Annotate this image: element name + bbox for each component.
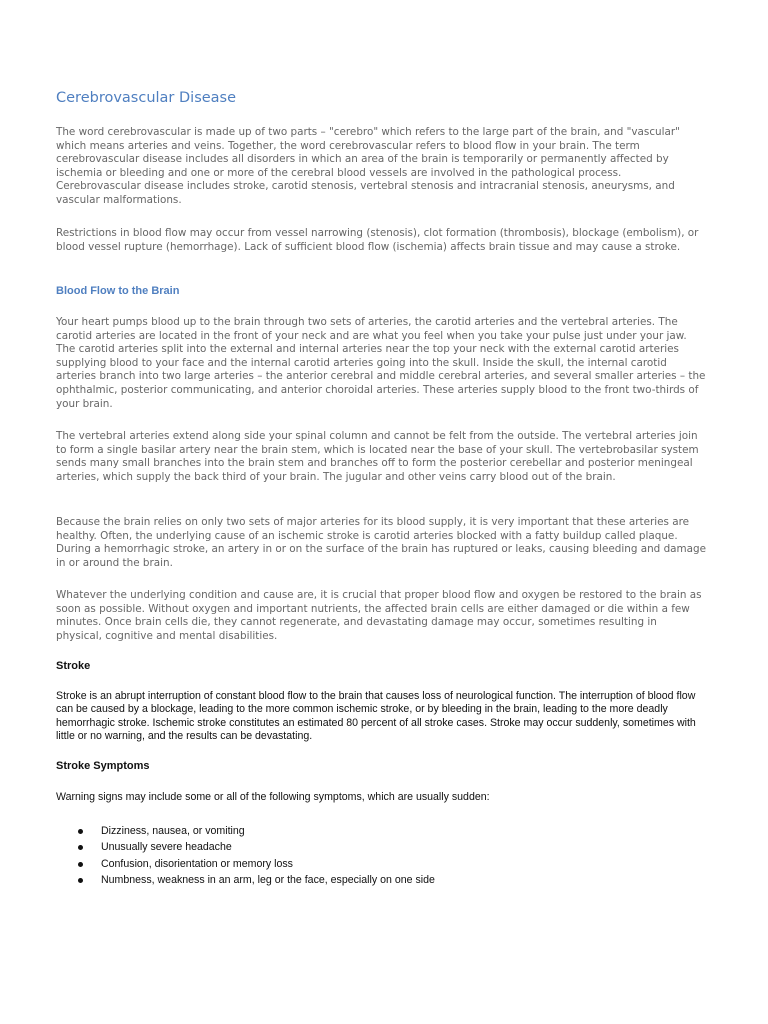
blood-flow-paragraph: Whatever the underlying condition and cause are, it is crucial that proper blood flow and oxygen be restored to the brain as soon as possible. Without oxygen and important nutrients, the affected brain cells are either damaged or die within a few minutes. Once brain cells die, they cannot regenerate, and devastating damage may occur, sometimes resulting in physical, cognitive and mental disabilities. [56, 589, 702, 642]
list-item [56, 872, 435, 888]
intro-paragraph: Restrictions in blood flow may occur from vessel narrowing (stenosis), clot formation (thrombosis), blockage (embolism), or blood vessel rupture (hemorrhage). Lack of sufficient blood flow (ischemia) affects brain tissue and may cause a stroke. [56, 227, 699, 253]
intro-paragraph: The word cerebrovascular is made up of two parts – "cerebro" which refers to the large part of the brain, and "vascular" which means arteries and veins. Together, the word cerebrovascular refers to blood flow in your brain. The term cerebrovascular disease includes all disorders in which an area of the brain is temporarily or permanently affected by ischemia or bleeding and one or more of the cerebral blood vessels are involved in the pathological process. Cerebrovascular disease includes stroke, carotid stenosis, vertebral stenosis and intracranial stenosis, aneurysms, and vascular malformations. [56, 126, 680, 206]
page-title: Cerebrovascular Disease [56, 90, 237, 106]
list-item [56, 839, 435, 855]
blood-flow-paragraph: Because the brain relies on only two sets of major arteries for its blood supply, it is very important that these arteries are healthy. Often, the underlying cause of an ischemic stroke is carotid arteries blocked with a fatty buildup called plaque. During a hemorrhagic stroke, an artery in or on the surface of the brain has ruptured or leaks, causing bleeding and damage in or around the brain. [56, 516, 707, 569]
list-item-text: Unusually severe headache [101, 841, 232, 854]
list-item-text: Confusion, disorientation or memory loss [101, 857, 293, 870]
blood-flow-paragraph: Your heart pumps blood up to the brain through two sets of arteries, the carotid arteries and the vertebral arteries. The carotid arteries are located in the front of your neck and are what you feel when you take your pulse just under your jaw. The carotid arteries split into the external and internal arteries near the top your neck with the external carotid arteries supplying blood to your face and the internal carotid arteries going into the skull. Inside the skull, the internal carotid arteries branch into two large arteries – the anterior cerebral and middle cerebral arteries, and several smaller arteries – the ophthalmic, posterior communicating, and anterior choroidal arteries. These arteries supply blood to the front two-thirds of your brain. [56, 316, 706, 410]
bullet-icon [78, 845, 83, 850]
list-item-text: Dizziness, nausea, or vomiting [101, 825, 245, 837]
section-heading-blood-flow: Blood Flow to the Brain [56, 285, 180, 297]
symptoms-intro: Warning signs may include some or all of the following symptoms, which are usually sudden: [56, 791, 490, 803]
stroke-paragraph: Stroke is an abrupt interruption of constant blood flow to the brain that causes loss of neurological function. The interruption of blood flow can be caused by a blockage, leading to the more common ischemic stroke, or by bleeding in the brain, leading to the more deadly hemorrhagic stroke. Ischemic stroke constitutes an estimated 80 percent of all stroke cases. Stroke may occur suddenly, sometimes with little or no warning, and the results can be devastating. [56, 690, 696, 743]
symptoms-list [56, 823, 435, 888]
section-heading-stroke: Stroke [56, 660, 91, 672]
bullet-icon [78, 862, 83, 867]
bullet-icon [78, 829, 83, 834]
bullet-icon [78, 878, 83, 883]
list-item-text: Numbness, weakness in an arm, leg or the face, especially on one side [101, 873, 435, 886]
section-heading-stroke-symptoms: Stroke Symptoms [56, 760, 150, 772]
list-item [56, 823, 435, 839]
blood-flow-paragraph: The vertebral arteries extend along side your spinal column and cannot be felt from the outside. The vertebral arteries join to form a single basilar artery near the brain stem, which is located near the base of your skull. The vertebrobasilar system sends many small branches into the brain stem and branches off to form the posterior cerebellar and posterior meningeal arteries, which supply the back third of your brain. The jugular and other veins carry blood out of the brain. [56, 430, 699, 483]
list-item [56, 856, 435, 872]
